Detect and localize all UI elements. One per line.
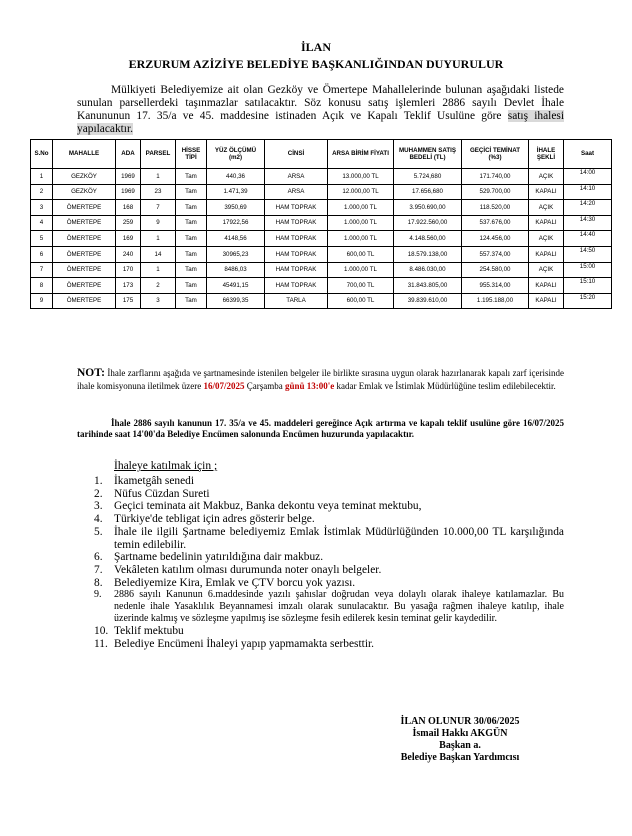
header-cell: İHALE ŞEKLİ [529, 140, 564, 169]
table-cell: ÖMERTEPE [53, 262, 116, 278]
table-cell: HAM TOPRAK [265, 278, 328, 294]
table-cell: 1 [141, 169, 176, 185]
list-item-number: 7. [94, 563, 103, 576]
table-cell: 13.000,00 TL [328, 169, 394, 185]
table-cell: ÖMERTEPE [53, 215, 116, 231]
table-cell: 5.724,680 [394, 169, 462, 185]
list-item [94, 488, 564, 501]
table-cell: 1 [141, 262, 176, 278]
header-cell: YÜZ ÖLÇÜMÜ (m2) [207, 140, 265, 169]
table-cell: 17.922.560,00 [394, 215, 462, 231]
table-cell: HAM TOPRAK [265, 200, 328, 216]
signature-name: İsmail Hakkı AKGÜN [412, 728, 508, 739]
header-cell: MAHALLE [53, 140, 116, 169]
table-cell: 1.195.188,00 [462, 293, 529, 309]
table-cell: 14 [141, 246, 176, 262]
table-cell: 14:30 [564, 215, 612, 231]
table-row [31, 200, 612, 216]
table-cell: HAM TOPRAK [265, 246, 328, 262]
table-row [31, 184, 612, 200]
table-cell: AÇIK [529, 262, 564, 278]
table-row [31, 169, 612, 185]
table-cell: Tam [176, 262, 207, 278]
table-cell: 18.579.138,00 [394, 246, 462, 262]
parcel-table [30, 139, 612, 309]
table-cell: 7 [31, 262, 53, 278]
table-cell: TARLA [265, 293, 328, 309]
list-item-number: 11. [94, 638, 108, 651]
table-cell: 259 [116, 215, 141, 231]
table-cell: KAPALI [529, 184, 564, 200]
table-cell: Tam [176, 200, 207, 216]
table-cell: 118.520,00 [462, 200, 529, 216]
table-cell: 1.000,00 TL [328, 200, 394, 216]
table-cell: AÇIK [529, 169, 564, 185]
header-cell: PARSEL [141, 140, 176, 169]
list-item [94, 638, 564, 651]
table-cell: 1.471,39 [207, 184, 265, 200]
table-cell: 4148,56 [207, 231, 265, 247]
table-cell: 2 [141, 278, 176, 294]
table-cell: 15:10 [564, 278, 612, 294]
table-cell: 529.700,00 [462, 184, 529, 200]
table-cell: AÇIK [529, 231, 564, 247]
table-cell: ÖMERTEPE [53, 200, 116, 216]
list-item-number: 10. [94, 625, 109, 638]
table-cell: 17922,56 [207, 215, 265, 231]
table-cell: KAPALI [529, 215, 564, 231]
table-cell: 45491,15 [207, 278, 265, 294]
list-item-number: 4. [94, 513, 103, 526]
table-cell: 8 [31, 278, 53, 294]
table-cell: 14:50 [564, 246, 612, 262]
announcement-subtitle: ERZURUM AZİZİYE BELEDİYE BAŞKANLIĞINDAN DUYURULUR [128, 57, 504, 71]
table-cell: 168 [116, 200, 141, 216]
intro-text: Mülkiyeti Belediyemize ait olan Gezköy ve Ömertepe Mahallelerinde bulunan aşağıdaki listede sunulan parsellerdeki taşınmazlar satılacaktır. Söz konusu satış işlemleri 2886 sayılı Devlet İhale Kanununun 17. 35/a ve 45. maddesine istinaden Açık ve Kapalı Teklif Usulüne göre [77, 84, 564, 122]
table-cell: Tam [176, 215, 207, 231]
table-cell: HAM TOPRAK [265, 262, 328, 278]
table-cell: 170 [116, 262, 141, 278]
table-cell: Tam [176, 169, 207, 185]
table-cell: 1 [31, 169, 53, 185]
table-cell: 14:40 [564, 231, 612, 247]
list-item [94, 500, 564, 513]
header-cell: GEÇİCİ TEMİNAT (%3) [462, 140, 529, 169]
table-cell: 2 [31, 184, 53, 200]
table-cell: 3.950.690,00 [394, 200, 462, 216]
list-item-number: 9. [94, 589, 102, 601]
table-cell: AÇIK [529, 200, 564, 216]
table-cell: ARSA [265, 184, 328, 200]
table-cell: 537.676,00 [462, 215, 529, 231]
list-item-number: 5. [94, 525, 103, 538]
table-cell: GEZKÖY [53, 184, 116, 200]
table-cell: 66399,35 [207, 293, 265, 309]
list-item-text: Nüfus Cüzdan Sureti [114, 487, 210, 500]
table-cell: Tam [176, 293, 207, 309]
table-cell: 1969 [116, 169, 141, 185]
list-item [94, 551, 564, 564]
table-cell: 1.000,00 TL [328, 215, 394, 231]
table-cell: 440,36 [207, 169, 265, 185]
header-cell: ADA [116, 140, 141, 169]
list-item-number: 1. [94, 475, 103, 487]
table-cell: HAM TOPRAK [265, 215, 328, 231]
table-row [31, 215, 612, 231]
requirements-heading: İhaleye katılmak için ; [114, 460, 218, 472]
table-cell: 5 [31, 231, 53, 247]
table-cell: 254.580,00 [462, 262, 529, 278]
table-cell: 8.486.030,00 [394, 262, 462, 278]
table-cell: 124.456,00 [462, 231, 529, 247]
table-body [31, 169, 612, 309]
list-item [94, 513, 564, 526]
table-cell: 3950,69 [207, 200, 265, 216]
table-cell: 30965,23 [207, 246, 265, 262]
table-cell: 1 [141, 231, 176, 247]
table-cell: Tam [176, 184, 207, 200]
header-cell: Saat [564, 140, 612, 169]
table-cell: 4 [31, 215, 53, 231]
list-item [94, 589, 564, 625]
list-item-text: Şartname bedelinin yatırıldığına dair makbuz. [114, 551, 324, 564]
table-cell: KAPALI [529, 293, 564, 309]
table-row [31, 262, 612, 278]
note-time: günü 13:00'e [284, 381, 335, 391]
table-cell: 15:00 [564, 262, 612, 278]
table-cell: Tam [176, 231, 207, 247]
list-item [94, 475, 564, 488]
table-cell: Tam [176, 246, 207, 262]
list-item [94, 625, 564, 638]
table-header-row [31, 140, 612, 169]
list-item-text: 2886 sayılı Kanunun 6.maddesinde yazılı şahıslar doğrudan veya dolaylı olarak ihaleye katılamazlar. Bu nedenle ihale Yasaklılık Beyannamesi imzalı olarak sunulacaktır. Bu yasağa rağmen ihaleye katılıp, ihale üzerinde kalmış ve sözleşme yapılmış ise sözleşme fesih edilerek kesin teminat gelir kaydedilir. [114, 589, 564, 625]
table-cell: KAPALI [529, 246, 564, 262]
table-cell: 39.839.610,00 [394, 293, 462, 309]
list-item-number: 2. [94, 487, 103, 500]
list-item-number: 6. [94, 551, 103, 564]
intro-paragraph [77, 84, 564, 136]
table-cell: 7 [141, 200, 176, 216]
table-cell: ARSA [265, 169, 328, 185]
note-text-3: kadar Emlak ve İstimlak Müdürlüğüne teslim edilebilecektir. [336, 381, 556, 391]
table-cell: ÖMERTEPE [53, 246, 116, 262]
list-item-text: Teklif mektubu [114, 625, 184, 638]
list-item-text: Geçici teminata ait Makbuz, Banka dekontu veya teminat mektubu, [114, 500, 422, 513]
table-cell: 3 [141, 293, 176, 309]
announcement-title: İLAN [300, 40, 331, 54]
table-row [31, 293, 612, 309]
table-cell: 1969 [116, 184, 141, 200]
table-cell: 600,00 TL [328, 246, 394, 262]
note-paragraph [77, 367, 564, 393]
table-cell: 173 [116, 278, 141, 294]
table-cell: 171.740,00 [462, 169, 529, 185]
table-row [31, 231, 612, 247]
header-cell: S.No [31, 140, 53, 169]
table-row [31, 246, 612, 262]
table-cell: 23 [141, 184, 176, 200]
table-cell: 169 [116, 231, 141, 247]
table-cell: 1.000,00 TL [328, 262, 394, 278]
table-cell: 14:20 [564, 200, 612, 216]
header-cell: ARSA BİRİM FİYATI [328, 140, 394, 169]
list-item-text: Vekâleten katılım olması durumunda noter onaylı belgeler. [114, 563, 382, 576]
table-cell: 600,00 TL [328, 293, 394, 309]
table-cell: 9 [31, 293, 53, 309]
table-cell: 4.148.560,00 [394, 231, 462, 247]
table-cell: 14:10 [564, 184, 612, 200]
table-cell: KAPALI [529, 278, 564, 294]
list-item-text: Belediye Encümeni İhaleyi yapıp yapmamakta serbesttir. [114, 638, 374, 651]
table-row [31, 278, 612, 294]
table-cell: Tam [176, 278, 207, 294]
note-text-1: İhale zarflarını aşağıda ve şartnamesinde istenilen belgeler ile birlikte sırasına uygun olarak hazırlanarak kapalı zarf içerisinde ihale komisyonuna iletilmek üzere [77, 368, 564, 391]
table-cell: 14:00 [564, 169, 612, 185]
list-item [94, 526, 564, 551]
table-cell: 240 [116, 246, 141, 262]
signature-title-1: Başkan a. [439, 740, 481, 751]
table-cell: 955.314,00 [462, 278, 529, 294]
table-cell: 8486,03 [207, 262, 265, 278]
note-label: NOT: [77, 367, 105, 379]
table-cell: 700,00 TL [328, 278, 394, 294]
list-item-text: Türkiye'de tebligat için adres gösterir belge. [114, 513, 315, 526]
table-cell: ÖMERTEPE [53, 278, 116, 294]
requirements-list [94, 475, 564, 651]
table-cell: 9 [141, 215, 176, 231]
table-cell: 1.000,00 TL [328, 231, 394, 247]
auction-paragraph: İhale 2886 sayılı kanunun 17. 35/a ve 45. maddeleri gereğince Açık artırma ve kapalı teklif usulüne göre 16/07/2025 tarihinde saat 14'00'da Belediye Encümen salonunda Encümen huzurunda yapılacaktır. [77, 418, 564, 439]
table-cell: 31.843.805,00 [394, 278, 462, 294]
table-cell: HAM TOPRAK [265, 231, 328, 247]
table-cell: 557.374,00 [462, 246, 529, 262]
table-cell: 6 [31, 246, 53, 262]
header-cell: MUHAMMEN SATIŞ BEDELİ (TL) [394, 140, 462, 169]
table-cell: ÖMERTEPE [53, 293, 116, 309]
header-cell: CİNSİ [265, 140, 328, 169]
table-cell: ÖMERTEPE [53, 231, 116, 247]
list-item-number: 8. [94, 576, 103, 589]
table-cell: 15:20 [564, 293, 612, 309]
intro-highlight: satış ihalesi yapılacaktır. [77, 110, 565, 135]
signature-title-2: Belediye Başkan Yardımcısı [400, 752, 520, 763]
table-cell: GEZKÖY [53, 169, 116, 185]
table-cell: 12.000,00 TL [328, 184, 394, 200]
list-item-text: Belediyemize Kira, Emlak ve ÇTV borcu yok yazısı. [114, 576, 356, 589]
header-cell: HİSSE TİPİ [176, 140, 207, 169]
table-cell: 3 [31, 200, 53, 216]
list-item-text: İhale ile ilgili Şartname belediyemiz Emlak İstimlak Müdürlüğünden 10.000,00 TL karşılığında temin edilebilir. [114, 525, 564, 551]
list-item-number: 3. [94, 500, 103, 513]
list-item [94, 564, 564, 577]
table-cell: 175 [116, 293, 141, 309]
note-date: 16/07/2025 [203, 381, 245, 391]
note-text-2: Çarşamba [246, 381, 283, 391]
table-cell: 17.656,680 [394, 184, 462, 200]
signature-date: İLAN OLUNUR 30/06/2025 [400, 716, 520, 727]
list-item-text: İkametgâh senedi [114, 475, 195, 487]
list-item [94, 577, 564, 590]
